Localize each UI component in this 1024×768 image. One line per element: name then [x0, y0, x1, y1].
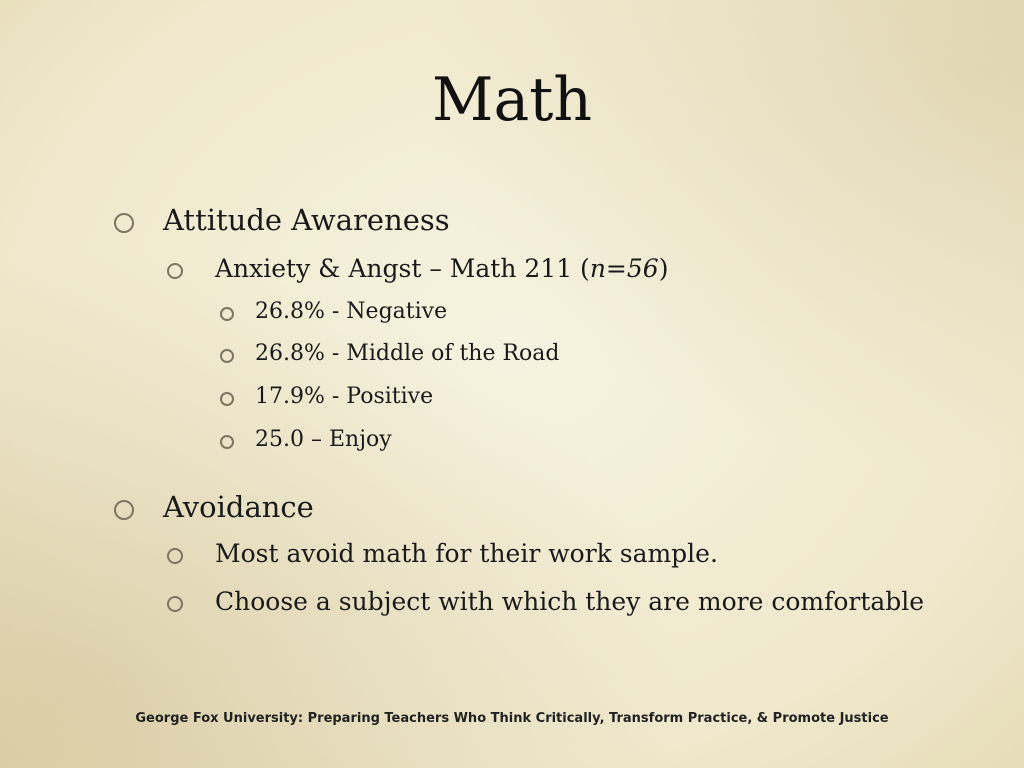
- bullet-label: Attitude Awareness: [163, 203, 450, 237]
- bullet-label: Most avoid math for their work sample.: [215, 539, 718, 568]
- bullet-label: 26.8% - Negative: [255, 299, 448, 324]
- bullet-label: Choose a subject with which they are more comfortable: [215, 587, 925, 616]
- slide-title: Math: [432, 65, 592, 135]
- bullet-avoidance: [163, 490, 314, 524]
- bullet-most-avoid: [215, 539, 718, 568]
- bullet-label: 17.9% - Positive: [255, 384, 434, 409]
- bullet-middle-of-road: [255, 341, 560, 366]
- bullet-positive: [255, 384, 433, 409]
- bullet-label: Avoidance: [163, 490, 314, 524]
- hollow-circle-icon: [114, 213, 134, 233]
- bullet-label-prefix: Anxiety & Angst – Math 211 (: [215, 254, 590, 283]
- bullet-label-suffix: ): [658, 254, 669, 283]
- bullet-label: 25.0 – Enjoy: [255, 427, 392, 452]
- bullet-negative: [255, 299, 447, 324]
- hollow-circle-icon: [220, 349, 234, 363]
- hollow-circle-icon: [220, 307, 234, 321]
- hollow-circle-icon: [167, 596, 183, 612]
- bullet-choose-subject: [215, 587, 924, 616]
- bullet-anxiety-angst: [215, 254, 668, 283]
- slide-footer: George Fox University: Preparing Teachers Who Think Critically, Transform Practice, & Promote Justice: [135, 711, 889, 726]
- bullet-attitude-awareness: [163, 203, 450, 237]
- bullet-label-italic: n=56: [589, 254, 659, 283]
- bullet-label: 26.8% - Middle of the Road: [255, 341, 560, 366]
- bullet-enjoy: [255, 427, 392, 452]
- hollow-circle-icon: [167, 548, 183, 564]
- hollow-circle-icon: [167, 263, 183, 279]
- hollow-circle-icon: [220, 435, 234, 449]
- hollow-circle-icon: [114, 500, 134, 520]
- hollow-circle-icon: [220, 392, 234, 406]
